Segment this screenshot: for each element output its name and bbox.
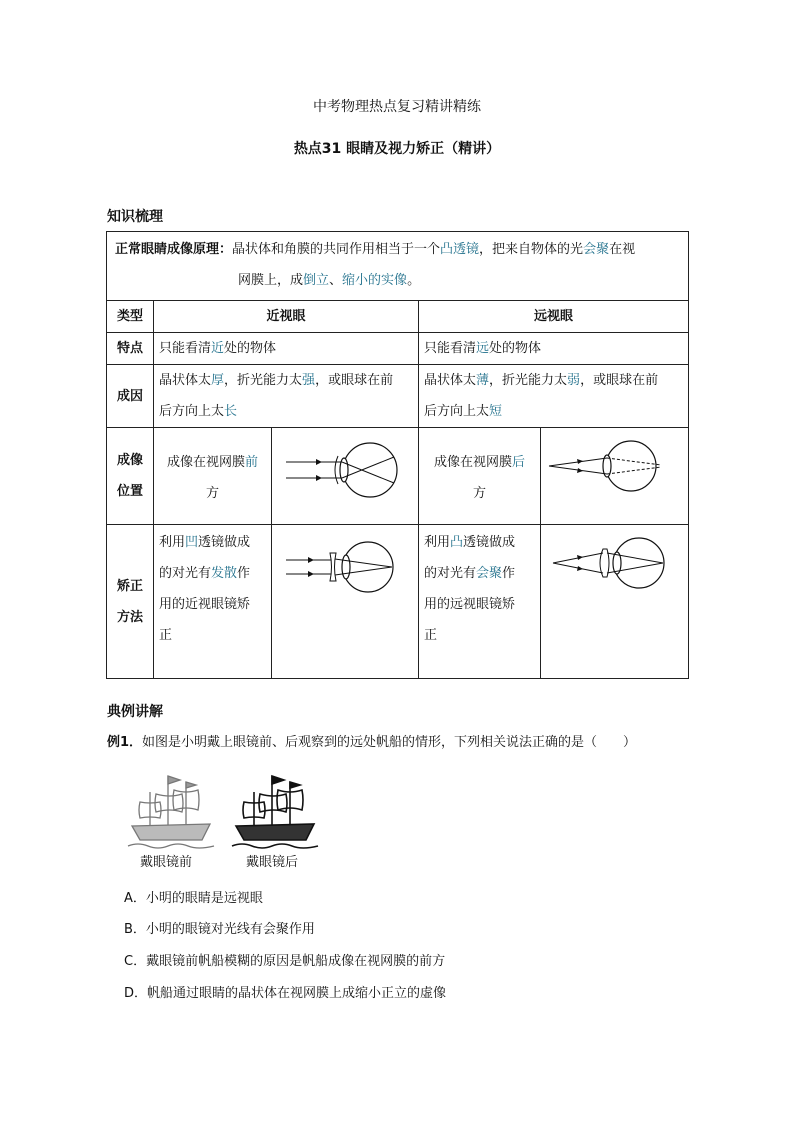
principle-highlight-lens: 凸透镜 bbox=[440, 242, 480, 257]
cell-highlight: 薄 bbox=[476, 373, 490, 388]
myopia-cause bbox=[154, 365, 419, 428]
cell-text: 晶状体太 bbox=[159, 373, 212, 388]
position-row bbox=[107, 428, 689, 525]
label-line: 位置 bbox=[116, 484, 143, 499]
principle-cell bbox=[107, 232, 689, 301]
cell-text: 利用 bbox=[159, 535, 186, 550]
option-b: B．小明的眼镜对光线有会聚作用 bbox=[124, 922, 315, 937]
cell-text: 的对光有 bbox=[159, 566, 212, 581]
hyperopia-eye-diagram bbox=[541, 428, 689, 512]
header-row bbox=[107, 301, 689, 333]
hyperopia-correction-figure bbox=[541, 525, 689, 679]
cell-text: 后方向上太 bbox=[159, 404, 225, 419]
principle-highlight-converge: 会聚 bbox=[583, 242, 610, 257]
section-heading-knowledge: 知识梳理 bbox=[107, 209, 163, 225]
hyperopia-cause bbox=[419, 365, 689, 428]
cell-highlight: 厚 bbox=[211, 373, 225, 388]
cell-highlight: 前 bbox=[245, 455, 259, 470]
section-heading-examples: 典例讲解 bbox=[107, 704, 163, 720]
label-line: 成像 bbox=[116, 453, 143, 468]
cell-highlight: 后 bbox=[512, 455, 526, 470]
option-a: A．小明的眼睛是远视眼 bbox=[124, 891, 263, 906]
principle-text: 、 bbox=[329, 273, 343, 288]
feature-row bbox=[107, 333, 689, 365]
position-label bbox=[107, 428, 154, 525]
cell-highlight: 凸 bbox=[450, 535, 464, 550]
correction-row bbox=[107, 525, 689, 679]
feature-label: 特点 bbox=[107, 333, 154, 365]
myopia-correction bbox=[154, 525, 272, 679]
cell-text: 只能看清 bbox=[159, 341, 212, 356]
myopia-feature bbox=[154, 333, 419, 365]
example-label: 例1． bbox=[107, 735, 143, 750]
cell-highlight: 短 bbox=[489, 404, 503, 419]
cell-text: 方 bbox=[472, 486, 486, 501]
principle-row bbox=[107, 232, 689, 301]
cell-text: 用的近视眼镜矫 bbox=[159, 597, 251, 612]
knowledge-table bbox=[106, 231, 689, 679]
document-subtitle: 热点31 眼睛及视力矫正（精讲） bbox=[293, 141, 501, 157]
cell-text: 成像在视网膜 bbox=[166, 455, 245, 470]
hyperopia-eye-figure bbox=[541, 428, 689, 525]
cell-text: 只能看清 bbox=[424, 341, 477, 356]
cell-text: 用的远视眼镜矫 bbox=[424, 597, 516, 612]
myopia-header: 近视眼 bbox=[154, 301, 419, 333]
label-line: 方法 bbox=[116, 609, 143, 625]
hyperopia-correction bbox=[419, 525, 541, 679]
example-question-text: 如图是小明戴上眼镜前、后观察到的远处帆船的情形，下列相关说法正确的是（ ） bbox=[142, 735, 637, 750]
principle-highlight-real-image: 缩小的实像 bbox=[342, 273, 408, 288]
cell-text: ，折光能力太 bbox=[224, 373, 303, 388]
principle-text: 在视 bbox=[609, 242, 636, 257]
cell-text: 的对光有 bbox=[424, 566, 477, 581]
principle-text: ，把来自物体的光 bbox=[479, 242, 584, 257]
cell-highlight: 弱 bbox=[567, 373, 581, 388]
cell-text: 晶状体太 bbox=[424, 373, 477, 388]
option-d: D．帆船通过眼睛的晶状体在视网膜上成缩小正立的虚像 bbox=[124, 986, 447, 1001]
ship-after-glasses-image bbox=[230, 768, 322, 852]
cell-text: 方 bbox=[205, 486, 219, 501]
cell-highlight: 会聚 bbox=[476, 566, 503, 581]
cell-text: 成像在视网膜 bbox=[433, 455, 512, 470]
caption-before-glasses: 戴眼镜前 bbox=[140, 855, 193, 870]
cell-highlight: 凹 bbox=[185, 535, 199, 550]
example-question bbox=[107, 731, 636, 750]
cell-highlight: 发散 bbox=[211, 566, 238, 581]
cause-row bbox=[107, 365, 689, 428]
hyperopia-feature bbox=[419, 333, 689, 365]
type-header: 类型 bbox=[107, 301, 154, 333]
myopia-position bbox=[154, 428, 272, 525]
document-title: 中考物理热点复习精讲精练 bbox=[313, 99, 481, 115]
cell-text: 利用 bbox=[424, 535, 451, 550]
principle-highlight-inverted: 倒立 bbox=[303, 273, 330, 288]
principle-text: 。 bbox=[407, 273, 421, 288]
cell-text: ，或眼球在前 bbox=[580, 373, 659, 388]
cell-text: ，或眼球在前 bbox=[315, 373, 394, 388]
caption-after-glasses: 戴眼镜后 bbox=[246, 855, 299, 870]
myopia-correction-diagram bbox=[272, 533, 419, 603]
cell-text: 透镜做成 bbox=[463, 535, 516, 550]
cell-highlight: 远 bbox=[476, 341, 490, 356]
myopia-eye-figure bbox=[272, 428, 419, 525]
cell-text: 后方向上太 bbox=[424, 404, 490, 419]
hyperopia-position bbox=[419, 428, 541, 525]
hyperopia-correction-diagram bbox=[541, 533, 689, 603]
cell-text: 正 bbox=[424, 628, 438, 643]
cause-label: 成因 bbox=[107, 365, 154, 428]
cell-highlight: 近 bbox=[211, 341, 225, 356]
cell-text: 处的物体 bbox=[224, 341, 277, 356]
cell-text: ，折光能力太 bbox=[489, 373, 568, 388]
ship-before-glasses-image bbox=[126, 768, 218, 852]
cell-text: 处的物体 bbox=[489, 341, 542, 356]
cell-highlight: 强 bbox=[302, 373, 316, 388]
correction-label bbox=[107, 525, 154, 679]
option-c: C．戴眼镜前帆船模糊的原因是帆船成像在视网膜的前方 bbox=[124, 954, 446, 969]
cell-text: 作 bbox=[502, 566, 516, 581]
principle-text: 晶状体和角膜的共同作用相当于一个 bbox=[232, 242, 441, 257]
label-line: 矫正 bbox=[116, 578, 143, 594]
principle-text: 网膜上，成 bbox=[238, 273, 304, 288]
principle-label: 正常眼睛成像原理： bbox=[115, 242, 233, 257]
hyperopia-header: 远视眼 bbox=[419, 301, 689, 333]
cell-text: 正 bbox=[159, 628, 173, 643]
myopia-correction-figure bbox=[272, 525, 419, 679]
cell-highlight: 长 bbox=[224, 404, 238, 419]
cell-text: 透镜做成 bbox=[198, 535, 251, 550]
myopia-eye-diagram bbox=[272, 428, 419, 512]
cell-text: 作 bbox=[237, 566, 251, 581]
